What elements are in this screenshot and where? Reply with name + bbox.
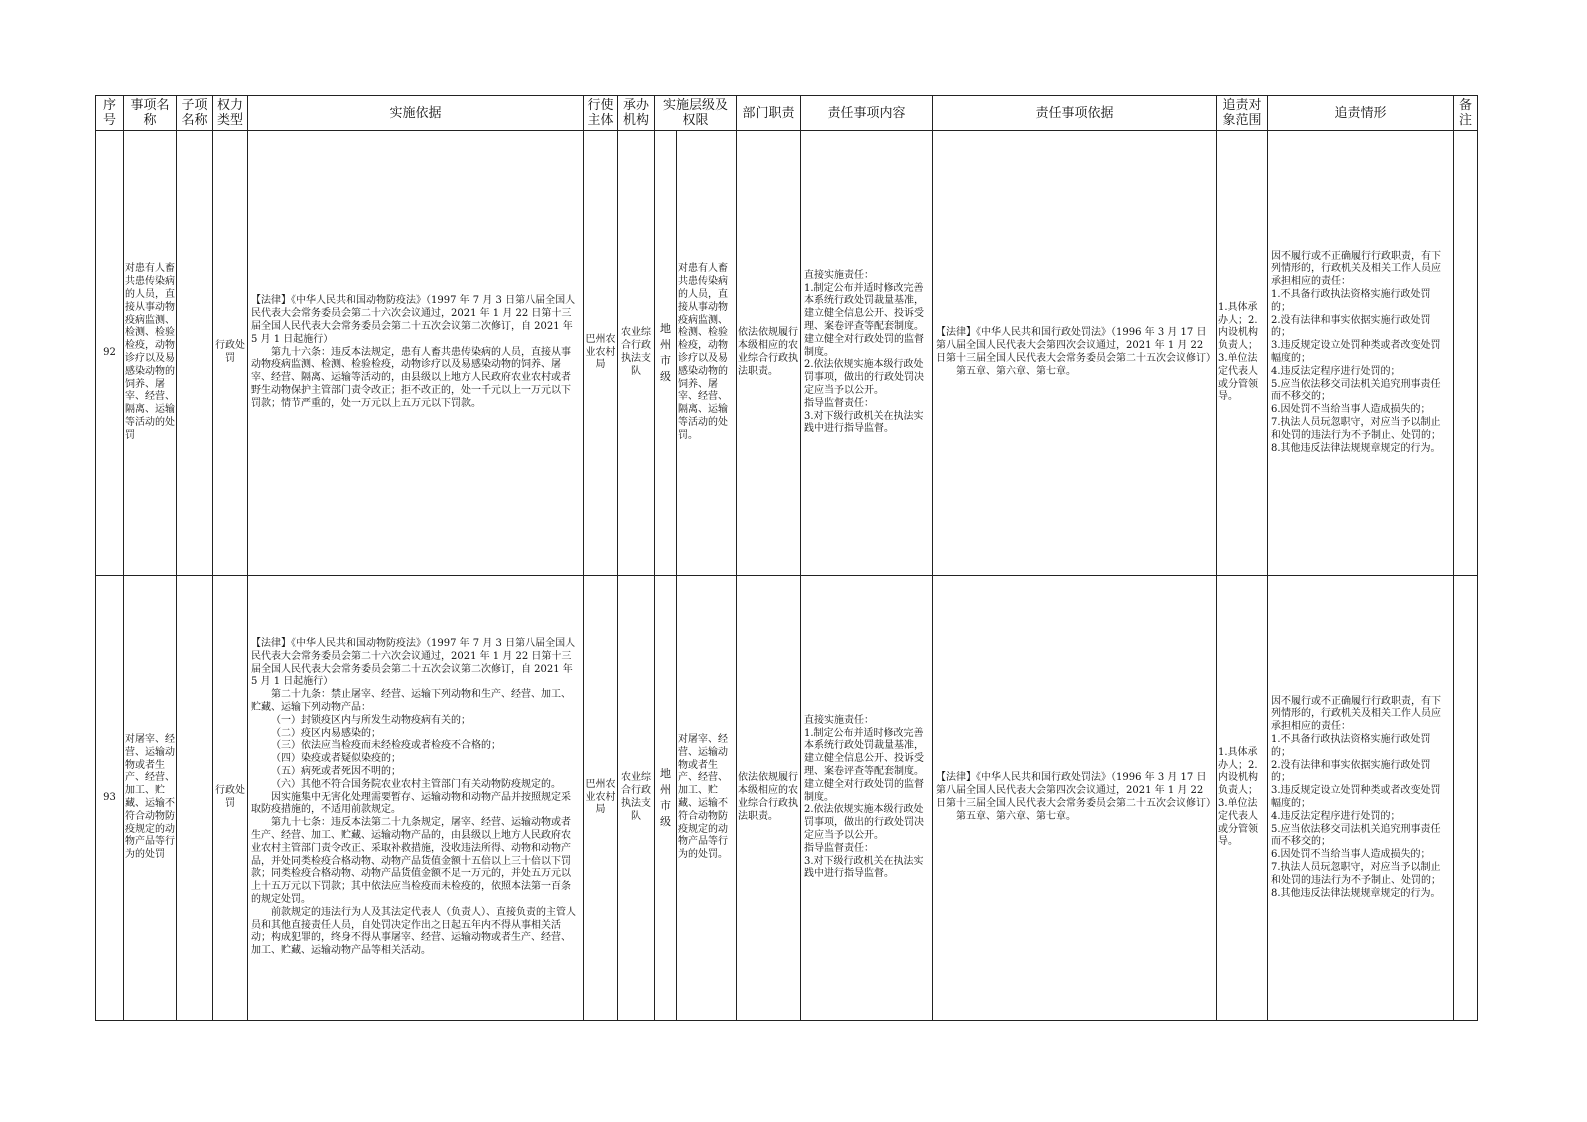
basis-paragraph: 因实施集中无害化处理需要暂存、运输动物和动物产品并按照规定采取防疫措施的，不适用前款规定。	[251, 791, 571, 816]
remarks	[1454, 576, 1478, 1021]
accountability-cases	[1268, 576, 1454, 1021]
basis-paragraph: 第九十六条：违反本法规定，患有人畜共患传染病的人员，直接从事动物疫病监测、检测、检验检疫，动物诊疗以及易感染动物的饲养、屠宰、经营、隔离、运输等活动的，由县级以上地方人民政府农业农村或者野生动物保护主管部门责令改正；拒不改正的，处一千元以上一万元以下罚款；情节严重的，处一万元以上五万元以下罚款。	[251, 346, 571, 409]
accountability-scope: 1.具体承办人；2.内设机构负责人；3.单位法定代表人或分管领导。	[1217, 131, 1268, 576]
resp-basis-paragraph: 第五章、第六章、第七章。	[956, 810, 1077, 822]
case-line: 因不履行或不正确履行行政职责，有下列情形的，行政机关及相关工作人员应承担相应的责任：	[1271, 695, 1442, 733]
implementation-basis	[248, 576, 584, 1021]
remarks	[1454, 131, 1478, 576]
content-line: 1.制定公布并适时修改完善本系统行政处罚裁量基准，建立健全信息公开、投诉受理、案卷评查等配套制度。建立健全对行政处罚的监督制度。	[804, 282, 925, 358]
basis-paragraph: （五）病死或者死因不明的；	[271, 766, 401, 777]
basis-paragraph: 第二十九条：禁止屠宰、经营、运输下列动物和生产、经营、加工、贮藏、运输下列动物产品：	[251, 689, 571, 714]
department-duty: 依法依规履行本级相应的农业综合行政执法职责。	[737, 131, 801, 576]
case-line: 3.违反规定设立处罚种类或者改变处罚幅度的；	[1271, 340, 1441, 364]
table-row	[96, 131, 1478, 576]
header-cell: 部门职责	[737, 96, 801, 131]
content-line: 指导监督责任：	[804, 842, 875, 854]
row-number: 93	[96, 576, 124, 1021]
power-type: 行政处罚	[213, 576, 248, 1021]
basis-paragraph: 【法律】《中华人民共和国动物防疫法》（1997 年 7 月 3 日第八届全国人民代表大会常务委员会第二十六次会议通过，2021 年 1 月 22 日第十三届全国人民代表大会常务委员会第二十五次会议第二次修订，自 2021 年 5 月 1 日起施行）	[251, 295, 576, 345]
item-name: 对患有人畜共患传染病的人员，直接从事动物疫病监测、检测、检验检疫，动物诊疗以及易感染动物的饲养、屠宰、经营、隔离、运输等活动的处罚	[124, 131, 177, 576]
resp-basis-paragraph: 【法律】《中华人民共和国行政处罚法》（1996 年 3 月 17 日第八届全国人民代表大会第四次会议通过，2021 年 1 月 22 日第十三届全国人民代表大会常务委员会第二十五次会议修订）	[936, 772, 1217, 809]
case-line: 1.不具备行政执法资格实施行政处罚的；	[1271, 289, 1431, 313]
header-cell: 行使主体	[584, 96, 618, 131]
basis-paragraph: 【法律】《中华人民共和国动物防疫法》（1997 年 7 月 3 日第八届全国人民代表大会常务委员会第二十六次会议通过，2021 年 1 月 22 日第十三届全国人民代表大会常务委员会第二十五次会议第二次修订，自 2021 年 5 月 1 日起施行）	[251, 638, 576, 688]
table-row	[96, 576, 1478, 1021]
resp-basis-paragraph: 【法律】《中华人民共和国行政处罚法》（1996 年 3 月 17 日第八届全国人民代表大会第四次会议通过，2021 年 1 月 22 日第十三届全国人民代表大会常务委员会第二十五次会议修订）	[936, 327, 1217, 364]
accountability-cases	[1268, 131, 1454, 576]
basis-paragraph: （四）染疫或者疑似染疫的；	[271, 753, 401, 765]
content-line: 2.依法依规实施本级行政处罚事项，做出的行政处罚决定应当予以公开。	[804, 804, 925, 841]
level-description: 对屠宰、经营、运输动物或者生产、经营、加工、贮藏、运输不符合动物防疫规定的动物产品等行为的处罚。	[677, 576, 737, 1021]
case-line: 3.违反规定设立处罚种类或者改变处罚幅度的；	[1271, 785, 1441, 809]
level-text: 地州市级	[660, 767, 671, 828]
header-cell: 子项名称	[177, 96, 213, 131]
header-cell: 承办机构	[618, 96, 655, 131]
header-cell: 责任事项依据	[933, 96, 1217, 131]
basis-paragraph: （六）其他不符合国务院农业农村主管部门有关动物防疫规定的。	[271, 778, 561, 790]
header-cell: 追责对象范围	[1217, 96, 1268, 131]
responsibility-content	[801, 576, 933, 1021]
header-cell: 权力类型	[213, 96, 248, 131]
case-line: 7.执法人员玩忽职守，对应当予以制止和处罚的违法行为不予制止、处罚的；	[1271, 861, 1442, 886]
case-line: 2.没有法律和事实依据实施行政处罚的；	[1271, 759, 1431, 784]
content-line: 直接实施责任：	[804, 269, 875, 281]
case-line: 4.违反法定程序进行处罚的；	[1271, 810, 1401, 822]
case-line: 4.违反法定程序进行处罚的；	[1271, 365, 1401, 377]
level-text: 地州市级	[660, 322, 671, 383]
case-line: 6.因处罚不当给当事人造成损失的；	[1271, 849, 1431, 861]
case-line: 1.不具备行政执法资格实施行政处罚的；	[1271, 734, 1431, 758]
content-line: 3.对下级行政机关在执法实践中进行指导监督。	[804, 410, 924, 435]
content-line: 直接实施责任：	[804, 714, 875, 726]
basis-paragraph: （三）依法应当检疫而未经检疫或者检疫不合格的；	[271, 740, 501, 752]
implementation-level	[655, 131, 677, 576]
header-row	[96, 96, 1478, 131]
sub-item-name	[177, 131, 213, 576]
accountability-scope: 1.具体承办人；2.内设机构负责人；3.单位法定代表人或分管领导。	[1217, 576, 1268, 1021]
exercising-subject: 巴州农业农村局	[584, 131, 618, 576]
row-number: 92	[96, 131, 124, 576]
basis-paragraph: （二）疫区内易感染的；	[271, 727, 381, 739]
power-list-table	[95, 95, 1478, 1021]
case-line: 5.应当依法移交司法机关追究刑事责任而不移交的；	[1271, 823, 1441, 848]
case-line: 因不履行或不正确履行行政职责，有下列情形的，行政机关及相关工作人员应承担相应的责任：	[1271, 250, 1442, 288]
responsibility-basis	[933, 131, 1217, 576]
content-line: 1.制定公布并适时修改完善本系统行政处罚裁量基准，建立健全信息公开、投诉受理、案卷评查等配套制度。建立健全对行政处罚的监督制度。	[804, 727, 925, 803]
item-name: 对屠宰、经营、运输动物或者生产、经营、加工、贮藏、运输不符合动物防疫规定的动物产品等行为的处罚	[124, 576, 177, 1021]
header-cell: 追责情形	[1268, 96, 1454, 131]
exercising-subject: 巴州农业农村局	[584, 576, 618, 1021]
case-line: 8.其他违反法律法规规章规定的行为。	[1271, 887, 1441, 899]
power-type: 行政处罚	[213, 131, 248, 576]
header-cell: 实施依据	[248, 96, 584, 131]
handling-organization: 农业综合行政执法支队	[618, 131, 655, 576]
header-cell: 责任事项内容	[801, 96, 933, 131]
case-line: 5.应当依法移交司法机关追究刑事责任而不移交的；	[1271, 378, 1441, 403]
level-description: 对患有人畜共患传染病的人员，直接从事动物疫病监测、检测、检验检疫，动物诊疗以及易感染动物的饲养、屠宰、经营、隔离、运输等活动的处罚。	[677, 131, 737, 576]
basis-paragraph: （一）封锁疫区内与所发生动物疫病有关的；	[271, 714, 471, 726]
header-cell: 备注	[1454, 96, 1478, 131]
responsibility-basis	[933, 576, 1217, 1021]
responsibility-content	[801, 131, 933, 576]
header-cell: 序号	[96, 96, 124, 131]
header-cell: 事项名称	[124, 96, 177, 131]
content-line: 指导监督责任：	[804, 397, 875, 409]
sub-item-name	[177, 576, 213, 1021]
basis-paragraph: 前款规定的违法行为人及其法定代表人（负责人）、直接负责的主管人员和其他直接责任人员，自处罚决定作出之日起五年内不得从事相关活动；构成犯罪的，终身不得从事屠宰、经营、运输动物或者生产、经营、加工、贮藏、运输动物产品等相关活动。	[251, 906, 576, 957]
handling-organization: 农业综合行政执法支队	[618, 576, 655, 1021]
case-line: 7.执法人员玩忽职守，对应当予以制止和处罚的违法行为不予制止、处罚的；	[1271, 416, 1442, 441]
implementation-level	[655, 576, 677, 1021]
department-duty: 依法依规履行本级相应的农业综合行政执法职责。	[737, 576, 801, 1021]
case-line: 2.没有法律和事实依据实施行政处罚的；	[1271, 314, 1431, 339]
case-line: 6.因处罚不当给当事人造成损失的；	[1271, 404, 1431, 416]
header-cell: 实施层级及权限	[655, 96, 737, 131]
case-line: 8.其他违反法律法规规章规定的行为。	[1271, 442, 1441, 454]
content-line: 2.依法依规实施本级行政处罚事项，做出的行政处罚决定应当予以公开。	[804, 359, 925, 396]
content-line: 3.对下级行政机关在执法实践中进行指导监督。	[804, 855, 924, 880]
implementation-basis	[248, 131, 584, 576]
basis-paragraph: 第九十七条：违反本法第二十九条规定，屠宰、经营、运输动物或者生产、经营、加工、贮藏、运输动物产品的，由县级以上地方人民政府农业农村主管部门责令改正、采取补救措施，没收违法所得、动物和动物产品，并处同类检疫合格动物、动物产品货值金额十五倍以上三十倍以下罚款；同类检疫合格动物、动物产品货值金额不足一万元的，并处五万元以上十五万元以下罚款；其中依法应当检疫而未检疫的，依照本法第一百条的规定处罚。	[251, 817, 571, 905]
resp-basis-paragraph: 第五章、第六章、第七章。	[956, 365, 1077, 377]
